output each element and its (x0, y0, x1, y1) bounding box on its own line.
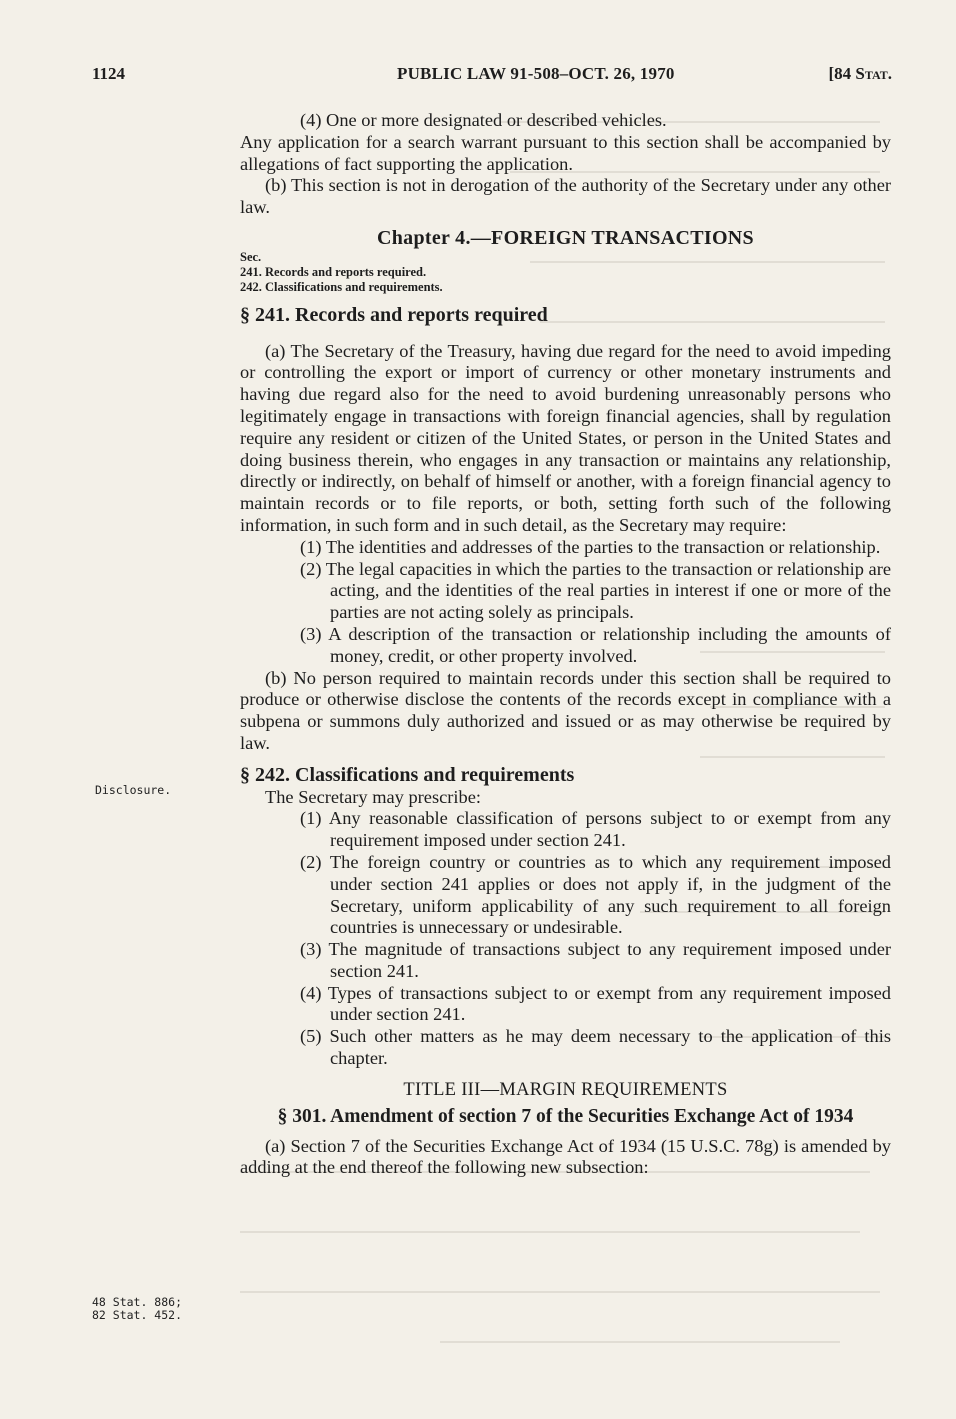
section-242-heading: § 242. Classifications and requirements (240, 763, 575, 786)
toc-sec-label: Sec. (240, 249, 262, 264)
page-number: 1124 (92, 64, 126, 83)
margin-note-stat-ref-2: 82 Stat. 452. (92, 1308, 183, 1322)
paragraph-b: (b) This section is not in derogation of the authority of the Secretary under any other law. (240, 175, 891, 218)
section-241-b: (b) No person required to maintain records under this section shall be required to produce or otherwise disclose the contents of the records except in compliance with a subpena or summons duly authorized and issued or as may otherwise be required by law. (240, 667, 891, 753)
title-iii-heading: TITLE III—MARGIN REQUIREMENTS (403, 1079, 728, 1100)
running-header (92, 64, 894, 88)
section-301-heading: § 301. Amendment of section 7 of the Securities Exchange Act of 1934 (277, 1105, 854, 1127)
margin-note-stat-ref-1: 48 Stat. 886; (92, 1295, 183, 1309)
section-242-intro: The Secretary may prescribe: (265, 786, 481, 807)
section-241-heading: § 241. Records and reports required (240, 303, 548, 326)
section-242-4: (4) Types of transactions subject to or exempt from any requirement imposed under section 241. (300, 982, 891, 1025)
section-242-5: (5) Such other matters as he may deem necessary to the application of this chapter. (300, 1026, 891, 1069)
toc-entry-241: 241. Records and reports required. (240, 264, 427, 279)
section-241-a: (a) The Secretary of the Treasury, having due regard for the need to avoid impeding or controlling the export or import of currency or other monetary instruments and having due regard also for the need to avoid burdening unreasonably persons who legitimately engage in transactions with foreign financial agencies, shall by regulation require any resident or citizen of the United States, or person in the United States and doing business therein, who engages in any transaction or maintains any relationship, directly or indirectly, on behalf of himself or another, with a foreign financial agency to maintain records or to file reports, or both, setting forth such of the following information, in such form and in such detail, as the Secretary may require: (240, 340, 891, 535)
paragraph-application: Any application for a search warrant pursuant to this section shall be accompanied by allegations of fact supporting the application. (240, 131, 891, 174)
section-241-a1: (1) The identities and addresses of the parties to the transaction or relationship. (300, 536, 881, 557)
section-242-3: (3) The magnitude of transactions subject to any requirement imposed under section 241. (300, 939, 891, 981)
toc-entry-242: 242. Classifications and requirements. (240, 279, 443, 294)
section-301-a: (a) Section 7 of the Securities Exchange Act of 1934 (15 U.S.C. 78g) is amended by adding at the end thereof the following new subsection: (240, 1135, 891, 1178)
main-text-column (240, 110, 891, 1179)
paragraph-item-4: (4) One or more designated or described vehicles. (300, 110, 667, 130)
stat-volume: [84 Stat. (828, 64, 892, 83)
header-title: PUBLIC LAW 91-508–OCT. 26, 1970 (397, 64, 675, 83)
section-241-a3: (3) A description of the transaction or relationship including the amounts of money, credit, or other property involved. (300, 623, 891, 666)
margin-note-disclosure: Disclosure. (95, 783, 172, 797)
section-242-1: (1) Any reasonable classification of persons subject to or exempt from any requirement imposed under section 241. (300, 808, 891, 851)
section-242-2: (2) The foreign country or countries as to which any requirement imposed under section 241 applies or does not apply if, in the judgment of the Secretary, uniform applicability of any such requirement to all foreign countries is unnecessary or undesirable. (300, 851, 891, 938)
chapter-title: Chapter 4.—FOREIGN TRANSACTIONS (377, 226, 754, 249)
section-241-a2: (2) The legal capacities in which the parties to the transaction or relationship are acting, and the identities of the real parties in interest if one or more of the parties are not acting solely as principals. (300, 558, 891, 623)
